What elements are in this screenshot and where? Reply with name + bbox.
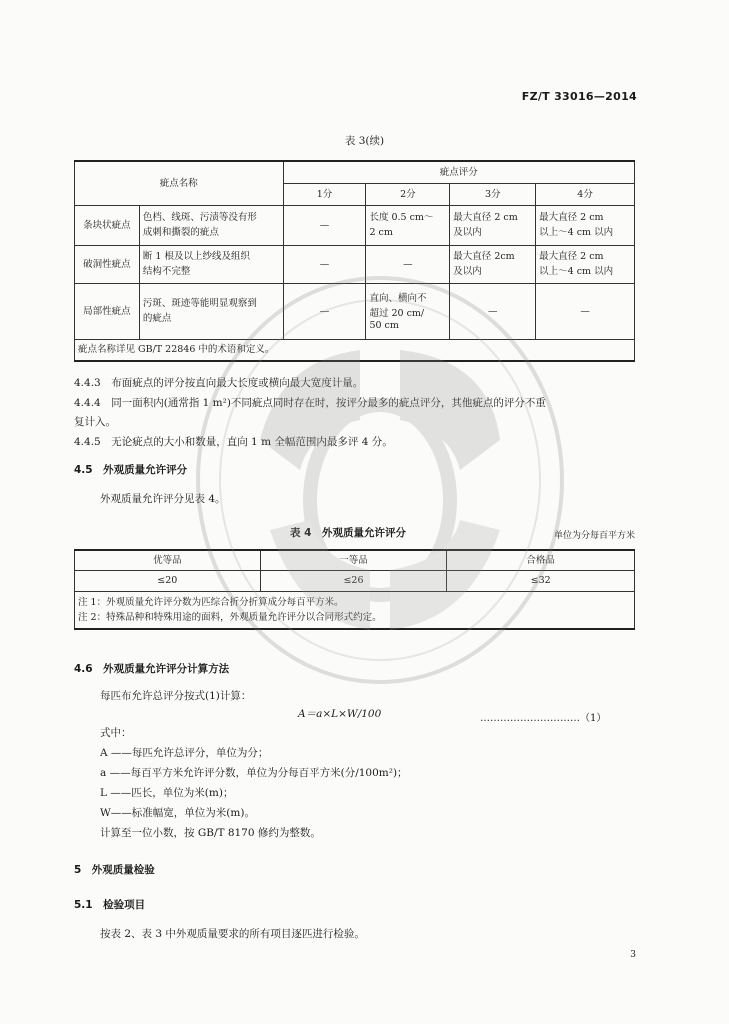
head-score-3: 3分	[450, 183, 536, 205]
table3-note: 疵点名称详见 GB/T 22846 中的术语和定义。	[75, 339, 635, 361]
def-L: L ——匹长，单位为米(m)；	[100, 787, 234, 799]
section-5-1-body: 按表 2、表 3 中外观质量要求的所有项目逐匹进行检验。	[100, 928, 365, 940]
section-4-6-intro: 每匹布允许总评分按式(1)计算：	[100, 690, 252, 702]
def-a: a ——每百平方米允许评分数，单位为分每百平方米(分/100m²)；	[100, 767, 408, 779]
head-superior: 优等品	[75, 550, 261, 570]
def-W: W——标准幅宽，单位为米(m)。	[100, 807, 255, 819]
section-4-5-title: 4.5 外观质量允许评分	[74, 464, 188, 476]
table-row	[75, 283, 635, 339]
head-score-2: 2分	[366, 183, 450, 205]
section-5-title: 5 外观质量检验	[74, 864, 155, 876]
clause-4-4-5: 4.4.5 无论疵点的大小和数量，直向 1 m 全幅范围内最多评 4 分。	[74, 436, 393, 448]
row-category: 条块状疵点	[75, 205, 140, 245]
row-score-4: 最大直径 2 cm 以上～4 cm 以内	[536, 245, 635, 283]
head-first-grade: 一等品	[260, 550, 447, 570]
row-description: 污斑、斑迹等能明显观察到 的疵点	[139, 283, 283, 339]
clause-4-4-4: 4.4.4 同一面积内(通常指 1 m²)不同疵点同时存在时，按评分最多的疵点评分，其他疵点的评分不重	[74, 397, 546, 409]
row-category: 局部性疵点	[75, 283, 140, 339]
table4-unit: 单位为分每百平方米	[553, 531, 635, 541]
head-qualified: 合格品	[447, 550, 635, 570]
table3	[74, 160, 635, 362]
row-category: 破洞性疵点	[75, 245, 140, 283]
row-score-4: —	[536, 283, 635, 339]
def-A: A ——每匹允许总评分，单位为分；	[100, 747, 269, 759]
head-score-1: 1分	[283, 183, 366, 205]
page-number: 3	[630, 950, 636, 960]
section-4-5-body: 外观质量允许评分见表 4。	[100, 493, 226, 505]
head-score-4: 4分	[536, 183, 635, 205]
row-score-3: 最大直径 2 cm 及以内	[450, 205, 536, 245]
value-qualified: ≤32	[447, 570, 635, 591]
clause-4-4-4-cont: 复计入。	[74, 416, 116, 428]
section-4-6-title: 4.6 外观质量允许评分计算方法	[74, 663, 230, 675]
section-5-1-title: 5.1 检验项目	[74, 899, 146, 911]
table4	[74, 549, 635, 630]
table4-notes: 注 1：外观质量允许评分数为匹综合折分折算成分每百平方米。 注 2：特殊品种和特殊用途的面料，外观质量允许评分以合同形式约定。	[75, 591, 635, 629]
formula-number: …………………………（1）	[480, 713, 607, 724]
row-score-2: 长度 0.5 cm～ 2 cm	[366, 205, 450, 245]
row-score-1: —	[283, 283, 366, 339]
head-defect-score: 疵点评分	[283, 161, 634, 183]
row-score-4: 最大直径 2 cm 以上～4 cm 以内	[536, 205, 635, 245]
table3-caption: 表 3(续)	[344, 135, 385, 147]
clause-4-4-3: 4.4.3 布面疵点的评分按直向最大长度或横向最大宽度计量。	[74, 377, 364, 389]
where-label: 式中：	[100, 727, 132, 739]
value-first-grade: ≤26	[260, 570, 447, 591]
row-score-2: 直向、横向不 超过 20 cm/ 50 cm	[366, 283, 450, 339]
rounding-rule: 计算至一位小数，按 GB/T 8170 修约为整数。	[100, 827, 321, 839]
row-description: 断 1 根及以上纱线及组织 结构不完整	[139, 245, 283, 283]
value-superior: ≤20	[75, 570, 261, 591]
row-score-3: —	[450, 283, 536, 339]
table4-caption: 表 4 外观质量允许评分	[290, 527, 406, 539]
row-score-2: —	[366, 245, 450, 283]
table-row	[75, 570, 635, 591]
formula: A＝a×L×W/100	[298, 708, 382, 720]
standard-number: FZ/T 33016—2014	[521, 90, 637, 103]
head-defect-name: 疵点名称	[75, 161, 284, 205]
row-score-1: —	[283, 205, 366, 245]
row-description: 色档、线斑、污渍等没有形 成刺和撕裂的疵点	[139, 205, 283, 245]
row-score-1: —	[283, 245, 366, 283]
row-score-3: 最大直径 2cm 及以内	[450, 245, 536, 283]
table-row	[75, 205, 635, 245]
table-row	[75, 245, 635, 283]
